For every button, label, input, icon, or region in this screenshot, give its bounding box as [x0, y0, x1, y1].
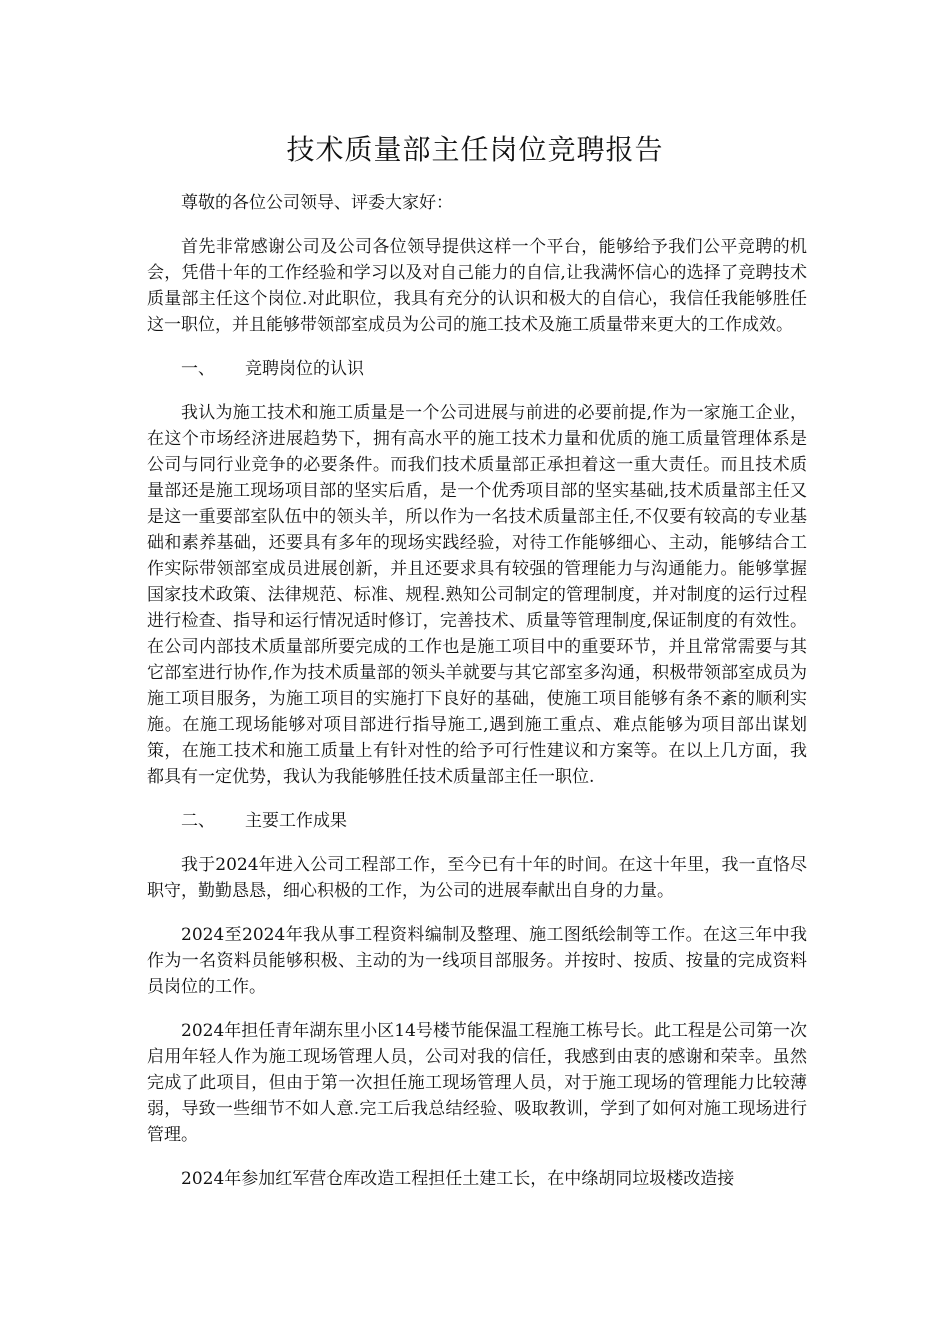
- section-1-paragraph: 我认为施工技术和施工质量是一个公司进展与前进的必要前提,作为一家施工企业，在这个市场经济进展趋势下，拥有高水平的施工技术力量和优质的施工质量管理体系是公司与同行业竞争的必要条件。而我们技术质量部正承担着这一重大责任。而且技术质量部还是施工现场项目部的坚实后盾，是一个优秀项目部的坚实基础,技术质量部主任又是这一重要部室队伍中的领头羊，所以作为一名技术质量部主任,不仅要有较高的专业基础和素养基础，还要具有多年的现场实践经验，对待工作能够细心、主动，能够结合工作实际带领部室成员进展创新，并且还要求具有较强的管理能力与沟通能力。能够掌握国家技术政策、法律规范、标准、规程.熟知公司制定的管理制度，并对制度的运行过程进行检查、指导和运行情况适时修订，完善技术、质量等管理制度,保证制度的有效性。在公司内部技术质量部所要完成的工作也是施工项目中的重要环节，并且常常需要与其它部室进行协作,作为技术质量部的领头羊就要与其它部室多沟通，积极带领部室成员为施工项目服务，为施工项目的实施打下良好的基础，使施工项目能够有条不紊的顺利实施。在施工现场能够对项目部进行指导施工,遇到施工重点、难点能够为项目部出谋划策，在施工技术和施工质量上有针对性的给予可行性建议和方案等。在以上几方面，我都具有一定优势，我认为我能够胜任技术质量部主任一职位.: [147, 403, 807, 787]
- section-title: 主要工作成果: [245, 811, 347, 831]
- section-2-paragraph: 2024年参加红军营仓库改造工程担任土建工长，在中绦胡同垃圾楼改造接: [181, 1169, 735, 1189]
- document-title: 技术质量部主任岗位竞聘报告: [286, 133, 664, 166]
- section-heading-2: [147, 808, 807, 834]
- section-2-paragraph: 2024年担任青年湖东里小区14号楼节能保温工程施工栋号长。此工程是公司第一次启用年轻人作为施工现场管理人员，公司对我的信任，我感到由衷的感谢和荣幸。虽然完成了此项目，但由于第一次担任施工现场管理人员，对于施工现场的管理能力比较薄弱，导致一些细节不如人意.完工后我总结经验、吸取教训，学到了如何对施工现场进行管理。: [147, 1021, 807, 1145]
- section-title: 竞聘岗位的认识: [245, 359, 364, 379]
- section-heading-1: [147, 356, 807, 382]
- section-number: 二、: [181, 811, 215, 831]
- section-number: 一、: [181, 359, 215, 379]
- section-2-paragraph: 2024至2024年我从事工程资料编制及整理、施工图纸绘制等工作。在这三年中我作为一名资料员能够积极、主动的为一线项目部服务。并按时、按质、按量的完成资料员岗位的工作。: [147, 925, 807, 997]
- intro-paragraph: 首先非常感谢公司及公司各位领导提供这样一个平台，能够给予我们公平竞聘的机会，凭借十年的工作经验和学习以及对自己能力的自信,让我满怀信心的选择了竞聘技术质量部主任这个岗位.对此职位，我具有充分的认识和极大的自信心，我信任我能够胜任这一职位，并且能够带领部室成员为公司的施工技术及施工质量带来更大的工作成效。: [147, 237, 807, 335]
- section-2-paragraph: 我于2024年进入公司工程部工作，至今已有十年的时间。在这十年里，我一直恪尽职守，勤勤恳恳，细心积极的工作，为公司的进展奉献出自身的力量。: [147, 855, 807, 901]
- document-body: [147, 190, 807, 1210]
- salutation: 尊敬的各位公司领导、评委大家好：: [181, 193, 453, 213]
